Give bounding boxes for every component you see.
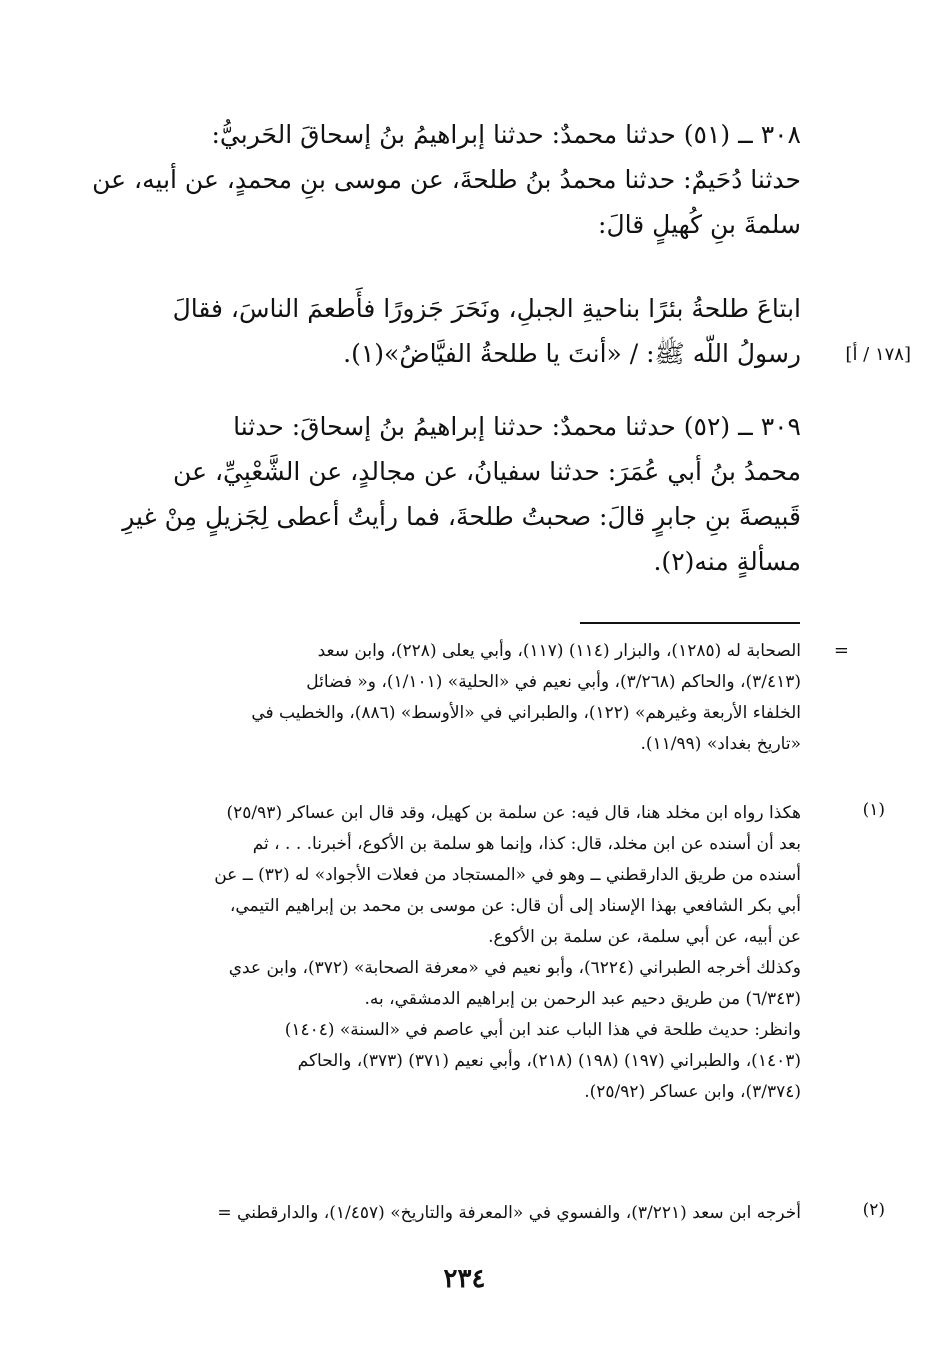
margin-folio-reference: [١٧٨ / أ] bbox=[845, 344, 911, 365]
hadith-309 bbox=[72, 404, 801, 584]
footnote-2-number: (٢) bbox=[862, 1200, 885, 1220]
footnote-line: أخرجه ابن سعد (٣/٢٢١)، والفسوي في «المعرفة والتاريخ» (١/٤٥٧)، والدارقطني = bbox=[217, 1203, 801, 1223]
footnote-line: (٣/٤١٣)، والحاكم (٣/٢٦٨)، وأبي نعيم في «الحلية» (١/١٠١)، و« فضائل bbox=[306, 672, 801, 692]
footnote-line: الصحابة له (١٢٨٥)، والبزار (١١٤) (١١٧)، وأبي يعلى (٢٢٨)، وابن سعد bbox=[317, 641, 801, 661]
footnote-1 bbox=[72, 798, 801, 1108]
text-line: ابتاعَ طلحةُ بئرًا بناحيةِ الجبلِ، ونَحَرَ جَزورًا فأَطعمَ الناسَ، فقالَ bbox=[172, 294, 801, 323]
text-line: رسولُ اللّه ﷺ: / «أنتَ يا طلحةُ الفيَّاضُ»(١). bbox=[343, 339, 801, 368]
text-line: مسألةٍ منه(٢). bbox=[653, 547, 801, 576]
footnote-line: (٣/٣٧٤)، وابن عساكر (٢٥/٩٢). bbox=[584, 1082, 801, 1102]
footnote-separator bbox=[580, 622, 800, 624]
text-line: قَبيصةَ بنِ جابرٍ قالَ: صحبتُ طلحةَ، فما رأيتُ أعطى لِجَزيلٍ مِنْ غيرِ bbox=[122, 502, 801, 531]
footnote-continuation bbox=[72, 636, 801, 760]
footnote-line: وانظر: حديث طلحة في هذا الباب عند ابن أبي عاصم في «السنة» (١٤٠٤) bbox=[284, 1020, 801, 1040]
footnote-line: هكذا رواه ابن مخلد هنا، قال فيه: عن سلمة بن كهيل، وقد قال ابن عساكر (٢٥/٩٣) bbox=[226, 803, 801, 823]
footnote-line: (٦/٣٤٣) من طريق دحيم عبد الرحمن بن إبراهيم الدمشقي، به. bbox=[364, 989, 801, 1009]
hadith-308-matn bbox=[72, 286, 801, 376]
text-line: ٣٠٨ ــ (٥١) حدثنا محمدٌ: حدثنا إبراهيمُ بنُ إسحاقَ الحَربيُّ: bbox=[211, 120, 801, 149]
footnote-line: «تاريخ بغداد» (١١/٩٩). bbox=[640, 734, 801, 754]
footnote-2 bbox=[60, 1198, 801, 1229]
text-line: ٣٠٩ ــ (٥٢) حدثنا محمدٌ: حدثنا إبراهيمُ بنُ إسحاقَ: حدثنا bbox=[233, 412, 801, 441]
hadith-308-isnad bbox=[72, 112, 801, 247]
footnote-line: (١٤٠٣)، والطبراني (١٩٧) (١٩٨) (٢١٨)، وأبي نعيم (٣٧١) (٣٧٣)، والحاكم bbox=[297, 1051, 801, 1071]
footnote-line: وكذلك أخرجه الطبراني (٦٢٢٤)، وأبو نعيم في «معرفة الصحابة» (٣٧٢)، وابن عدي bbox=[228, 958, 801, 978]
footnote-line: الخلفاء الأربعة وغيرهم» (١٢٢)، والطبراني في «الأوسط» (٨٨٦)، والخطيب في bbox=[251, 703, 801, 723]
footnote-line: بعد أن أسنده عن ابن مخلد، قال: كذا، وإنما هو سلمة بن الأكوع، أخبرنا. . . ، ثم bbox=[252, 834, 801, 854]
text-line: سلمةَ بنِ كُهيلٍ قالَ: bbox=[598, 210, 801, 239]
footnote-line: عن أبيه، عن أبي سلمة، عن سلمة بن الأكوع. bbox=[488, 927, 801, 947]
footnote-1-number: (١) bbox=[862, 800, 885, 820]
continuation-marker: = bbox=[833, 640, 849, 661]
text-line: محمدُ بنُ أبي عُمَرَ: حدثنا سفيانُ، عن مجالدٍ، عن الشَّعْبِيِّ، عن bbox=[173, 457, 801, 486]
page-number: ٢٣٤ bbox=[443, 1264, 486, 1294]
text-line: حدثنا دُحَيمٌ: حدثنا محمدُ بنُ طلحةَ، عن موسى بنِ محمدٍ، عن أبيه، عن bbox=[92, 165, 801, 194]
footnote-line: أسنده من طريق الدارقطني ــ وهو في «المستجاد من فعلات الأجواد» له (٣٢) ــ عن bbox=[214, 865, 801, 885]
footnote-line: أبي بكر الشافعي بهذا الإسناد إلى أن قال: عن موسى بن محمد بن إبراهيم التيمي، bbox=[229, 896, 801, 916]
